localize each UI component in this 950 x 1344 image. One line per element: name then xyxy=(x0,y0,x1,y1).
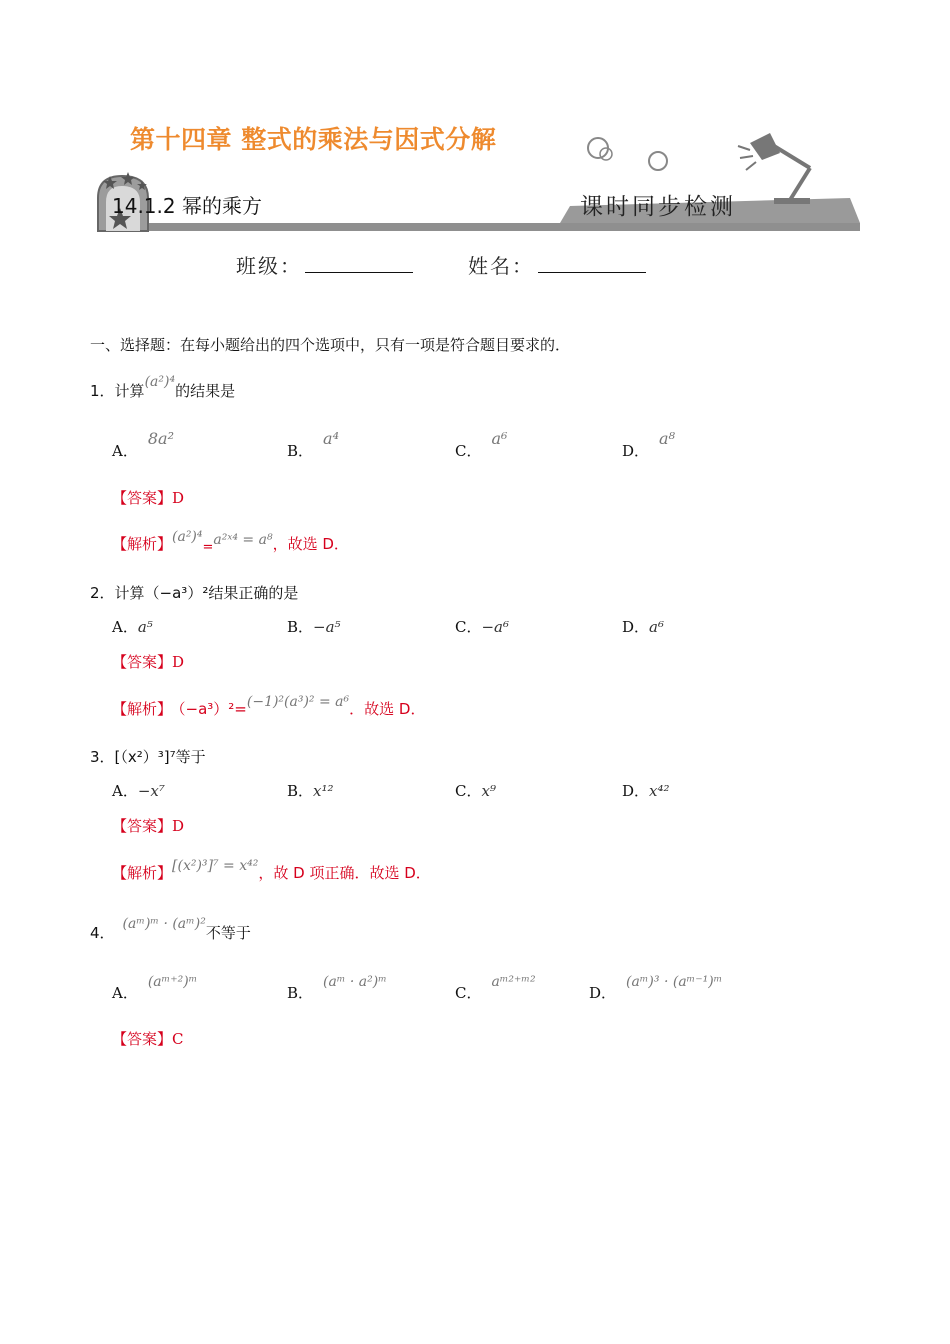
q3-option-b: B．x¹² xyxy=(287,782,334,800)
q2-option-a: A．a⁵ xyxy=(112,618,153,636)
q1-option-d: D．a⁸ xyxy=(622,429,675,460)
class-field[interactable] xyxy=(305,250,413,273)
q3-option-d: D．x⁴² xyxy=(622,782,670,800)
q1-option-c: C．a⁶ xyxy=(455,429,508,460)
q3-answer: 【答案】D xyxy=(112,817,185,835)
q1-analysis: 【解析】(a²)⁴=a²ˣ⁴ = a⁸，故选 D． xyxy=(112,529,349,555)
section-instruction: 一、选择题：在每小题给出的四个选项中，只有一项是符合题目要求的． xyxy=(90,336,571,354)
q1-prefix: 计算 xyxy=(114,382,145,400)
q4-option-b: B．(aᵐ · a²)ᵐ xyxy=(287,974,387,1002)
q2-analysis: 【解析】 （−a³）²=(−1)²(a³)² = a⁶．故选 D． xyxy=(112,694,426,718)
class-label: 班级： xyxy=(236,254,302,278)
q4-option-c: C．aᵐ²⁺ᵐ² xyxy=(455,974,536,1002)
q1-suffix: 的结果是 xyxy=(175,382,236,400)
question-1 xyxy=(90,374,236,401)
question-4: 4． (aᵐ)ᵐ · (aᵐ)²不等于 xyxy=(90,916,251,942)
name-field[interactable] xyxy=(538,250,646,273)
q2-answer: 【答案】D xyxy=(112,653,185,671)
bubble-icon xyxy=(649,152,667,170)
q2-option-b: B．−a⁵ xyxy=(287,618,341,636)
q1-option-b: B．a⁴ xyxy=(287,429,339,460)
banner-bar xyxy=(100,223,860,231)
name-label: 姓名： xyxy=(468,254,534,278)
section-title: 14.1.2 幂的乘方 xyxy=(112,194,262,218)
sync-title: 课时同步检测 xyxy=(580,194,736,220)
q4-option-a: A．(aᵐ⁺²)ᵐ xyxy=(112,974,198,1002)
q2-option-d: D．a⁶ xyxy=(622,618,664,636)
q3-analysis: 【解析】[(x²)³]⁷ = x⁴²，故 D 项正确．故选 D． xyxy=(112,858,431,882)
q1-number: 1． xyxy=(90,382,115,400)
q1-answer: 【答案】D xyxy=(112,489,185,507)
q3-option-c: C．x⁹ xyxy=(455,782,496,800)
q2-option-c: C．−a⁶ xyxy=(455,618,510,636)
q4-answer: 【答案】C xyxy=(112,1030,184,1048)
q4-option-d: D．(aᵐ)³ · (aᵐ⁻¹)ᵐ xyxy=(589,974,723,1002)
chapter-title: 第十四章 整式的乘法与因式分解 xyxy=(130,125,497,154)
q1-expression: (a²)⁴ xyxy=(144,374,176,390)
q1-option-a: A．8a² xyxy=(112,429,174,460)
question-2: 2．计算（−a³）²结果正确的是 xyxy=(90,584,299,602)
lamp-icon xyxy=(738,133,810,204)
q3-option-a: A．−x⁷ xyxy=(112,782,165,800)
question-3: 3．[（x²）³]⁷等于 xyxy=(90,748,206,766)
